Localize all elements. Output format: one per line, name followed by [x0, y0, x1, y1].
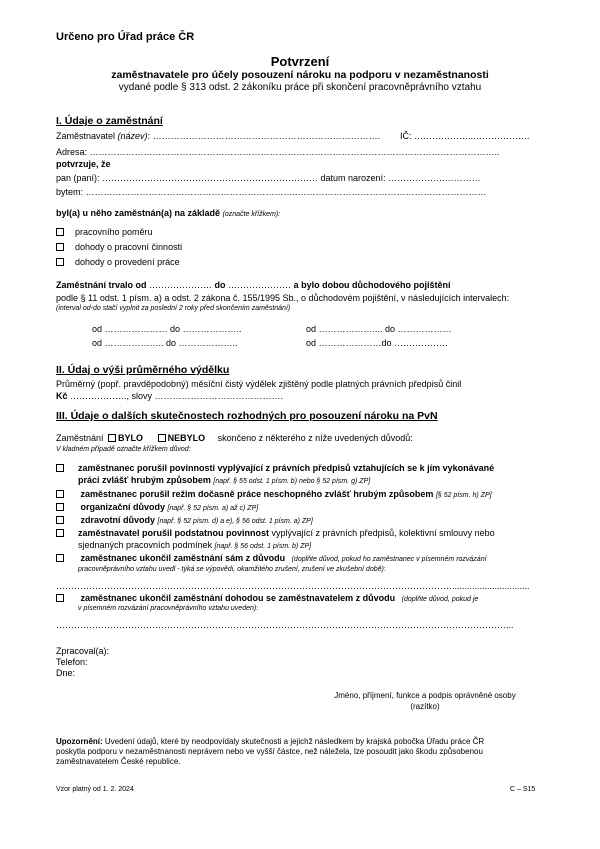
agreement-reason-field[interactable]: ……………………………………………………………………………………………………………………………………... — [56, 620, 514, 630]
notice-line3: zaměstnavatelem České republice. — [56, 757, 181, 766]
option-work-performance[interactable]: dohody o provedení práce — [56, 257, 180, 267]
average-earnings-field[interactable]: Kč ………………., slovy ……………………………………. — [56, 391, 284, 401]
reason-employee-quit[interactable]: zaměstnanec ukončil zaměstnání sám z důvodu (doplňte důvod, pokud ho zaměstnanec v písemném rozvázání — [56, 553, 487, 563]
checkbox[interactable] — [56, 490, 64, 498]
reason-note: V kladném případě označte křížkem důvod: — [56, 446, 191, 453]
reason-health[interactable]: zdravotní důvody [např. § 52 písm. d) a e), § 56 odst. 1 písm. a) ZP] — [56, 515, 313, 525]
stamp-caption: (razítko) — [410, 702, 440, 711]
interval-field[interactable]: od ……………….. do ……………….. — [92, 338, 238, 348]
employment-basis-label — [56, 208, 280, 218]
currency-label: Kč — [56, 391, 68, 401]
document-legal-basis: vydané podle § 313 odst. 2 zákoníku práce při skončení pracovněprávního vztahu — [118, 82, 482, 93]
person-field[interactable]: pan (paní): ……………………………………………………………… datum narození: ……………….………… — [56, 173, 481, 183]
reason-serious-breach[interactable] — [56, 463, 68, 473]
employer-label: Zaměstnavatel — [56, 131, 116, 141]
ic-field[interactable]: IČ: ………………..………………. — [400, 131, 530, 141]
confirms-label: potvrzuje, že — [56, 159, 111, 169]
residence-field[interactable]: bytem: ……………………………………………………………..……………………………………………………… — [56, 187, 487, 197]
average-earnings-text: Průměrný (popř. pravděpodobný) měsíční čistý výdělek zjištěný podle platných právních předpisů činil — [56, 379, 462, 389]
pension-law-line: podle § 11 odst. 1 písm. a) a odst. 2 zákona č. 155/1995 Sb., o důchodovém pojištění, v následujících intervalech: — [56, 293, 510, 303]
office-header: Určeno pro Úřad práce ČR — [56, 31, 195, 43]
duration-line[interactable]: Zaměstnání trvalo od ………………… do ………………… a bylo dobou důchodového pojištění — [56, 280, 451, 290]
section2-heading: II. Údaj o výši průměrného výdělku — [56, 364, 230, 376]
checkbox[interactable] — [56, 503, 64, 511]
checkbox[interactable] — [56, 516, 64, 524]
option-work-activity[interactable]: dohody o pracovní činnosti — [56, 242, 182, 252]
document-title: Potvrzení — [270, 54, 330, 69]
employment-basis-note: (označte křížkem): — [222, 211, 281, 218]
quit-reason-field[interactable]: ……………………………………………………………………………………………………………………............................... — [56, 581, 530, 591]
checkbox[interactable] — [56, 228, 64, 236]
employer-line[interactable] — [56, 131, 380, 141]
reason-sick-regime-breach[interactable]: zaměstnanec porušil režim dočasně práce neschopného zvlášť hrubým způsobem [§ 52 písm. h) ZP] — [56, 489, 492, 499]
interval-field[interactable]: od ……………….... do ……………… — [306, 324, 452, 334]
reason-agreement[interactable]: zaměstnanec ukončil zaměstnání dohodou se zaměstnavatelem z důvodu (doplňte důvod, pokud je — [56, 593, 478, 603]
document-subtitle: zaměstnavatele pro účely posouzení nároku na podporu v nezaměstnanosti — [111, 69, 489, 81]
signature-caption: Jméno, příjmení, funkce a podpis oprávněné osoby — [334, 691, 516, 700]
reason-organizational[interactable]: organizační důvody [např. § 52 písm. a) až c) ZP] — [56, 502, 258, 512]
prepared-by-label: Zpracoval(a): — [56, 646, 110, 656]
employer-dots: : …………………………………………………………………. — [147, 131, 381, 141]
notice-line1: Upozornění: Uvedení údajů, které by neodpovídaly skutečnosti a jejichž následkem by krajská pobočka Úřadu práce ČR — [56, 737, 485, 746]
checkbox[interactable] — [56, 594, 64, 602]
document-page: Určeno pro Úřad práce ČR Potvrzení zaměstnavatele pro účely posouzení nároku na podporu v nezaměstnanosti vydané podle § 313 odst. 2 zákoníku práce při skončení pracovněprávního vztahu I. Údaje o zaměstnání Zaměstnavatel (název): …………………………………………………………………. IČ: ………………..………………. Adresa: ……………………………………………………………………………………………………………………….. potvrzuje, že pan (paní): ……………………………………………………………… datum narození: ……………….………… bytem: ……………………………………………………………..……………………………………………………… byl(a) u něho zaměstnán(a) na základě (označte křížkem): pracovního poměru dohody o pracovní činnosti dohody o provedení práce Zaměstnání trvalo od ………………… do ………………… a bylo dobou důchodového pojištění podle § 11 odst. 1 písm. a) a odst. 2 zákona č. 155/1995 Sb., o důchodovém pojištění, v následujících intervalech: (interval od-do stačí vyplnit za poslední 2 roky před skončením zaměstnání) od ………………… do ……………….. od ……………….... do ……………… od ……………….. do ……………….. od …………………do ……………… II. Údaj o výši průměrného výdělku Průměrný (popř. pravděpodobný) měsíční čistý výdělek zjištěný podle platných právních předpisů činil Kč ………………., slovy ……………………………………. III. Údaje o dalších skutečnostech rozhodných pro posouzení nároku na PvN Zaměstnání BYLO NEBYLO skončeno z některého z níže uvedených důvodů: V kladném případě označte křížkem důvod: zaměstnanec porušil povinnosti vyplývající z právních předpisů vztahujících se k jím vykonávané práci zvlášť hrubým způsobem [např. § 55 odst. 1 písm. b) nebo § 52 písm. g) ZP] zaměstnanec porušil režim dočasně práce neschopného zvlášť hrubým způsobem [§ 52 písm. h) ZP] organizační důvody [např. § 52 písm. a) až c) ZP] zdravotní důvody [např. § 52 písm. d) a e), § 56 odst. 1 písm. a) ZP] zaměstnavatel porušil podstatnou povinnost vyplývající z právních předpisů, kolektivní smlouvy nebo sjednaných pracovních podmínek [např. § 56 odst. 1 písm. b) ZP] zaměstnanec ukončil zaměstnání sám z důvodu (doplňte důvod, pokud ho zaměstnanec v písemném rozvázání pracovněprávního vztahu uvedl - týká se výpovědi, okamžitého zrušení, zrušení ve zkušební době): ……………………………………………………………………………………………………………………............................... zaměstnanec ukončil zaměstnání dohodou se zaměstnavatelem z důvodu (doplňte důvod, pokud je v písemném rozvázání pracovněprávního vztahu uveden): ……………………………………………………………………………………………………………………………………... Zpracoval(a): Telefon: Dne: Jméno, příjmení, funkce a podpis oprávněné osoby (razítko) Upozornění: Uvedení údajů, které by neodpovídaly skutečnosti a jejichž následkem by krajská pobočka Úřadu práce ČR poskytla podporu v nezaměstnanosti neprávem nebo ve vyšší částce, než náležela, lze posoudit jako škodu způsobenou zaměstnavatelem České republice. Vzor platný od 1. 2. 2024 C – S15 — [0, 0, 600, 849]
notice-line2: poskytla podporu v nezaměstnanosti neprávem nebo ve vyšší částce, než náležela, lze posoudit jako škodu způsobenou — [56, 747, 483, 756]
interval-field[interactable]: od …………………do ……………… — [306, 338, 449, 348]
phone-label: Telefon: — [56, 657, 88, 667]
employment-ended-line: Zaměstnání BYLO NEBYLO skončeno z některého z níže uvedených důvodů: — [56, 433, 413, 443]
checkbox[interactable] — [56, 554, 64, 562]
footer-valid-from: Vzor platný od 1. 2. 2024 — [56, 786, 134, 793]
option-employment[interactable]: pracovního poměru — [56, 227, 153, 237]
date-label: Dne: — [56, 668, 76, 678]
section1-heading: I. Údaje o zaměstnání — [56, 115, 163, 127]
was-checkbox[interactable] — [108, 434, 116, 442]
employer-note: (název) — [117, 131, 148, 141]
interval-note: (interval od-do stačí vyplnit za poslední 2 roky před skončením zaměstnání) — [56, 305, 291, 312]
checkbox[interactable] — [56, 529, 64, 537]
address-field[interactable]: Adresa: ……………………………………………………………………………………………………………………….. — [56, 147, 500, 157]
was-not-checkbox[interactable] — [158, 434, 166, 442]
checkbox[interactable] — [56, 464, 64, 472]
checkbox[interactable] — [56, 243, 64, 251]
section3-heading: III. Údaje o dalších skutečnostech rozhodných pro posouzení nároku na PvN — [56, 410, 438, 422]
employment-basis-text: byl(a) u něho zaměstnán(a) na základě — [56, 208, 221, 218]
interval-field[interactable]: od ………………… do ……………….. — [92, 324, 242, 334]
footer-form-code: C – S15 — [510, 786, 536, 793]
checkbox[interactable] — [56, 258, 64, 266]
reason-employer-breach[interactable] — [56, 528, 68, 538]
